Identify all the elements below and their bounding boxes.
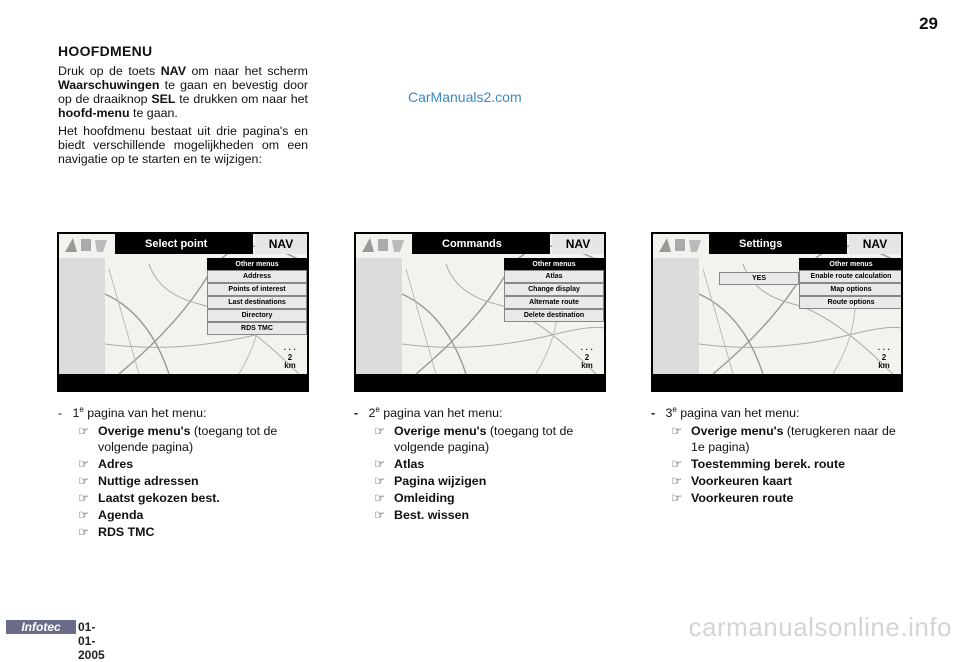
menu-item[interactable]: Atlas [504,270,604,283]
menu-item[interactable]: Last destinations [207,296,307,309]
pointing-hand-icon: ☞ [78,474,90,489]
screen-title: Commands [412,234,550,254]
list-lead: - 3e pagina van het menu: [651,405,800,421]
pointing-hand-icon: ☞ [671,474,683,489]
menu-item[interactable]: Other menus [799,258,901,271]
menu-page-list-1 [58,402,310,541]
menu-item[interactable]: Delete destination [504,309,604,322]
menu-item[interactable]: Directory [207,309,307,322]
pointing-hand-icon: ☞ [374,508,386,523]
list-item: ☞ Voorkeuren route [671,491,794,506]
list-item: ☞ Toestemming berek. route [671,457,845,472]
menu-item[interactable]: Other menus [504,258,604,271]
nav-label: NAV [552,234,604,254]
menu-item[interactable]: Route options [799,296,901,309]
nav-screenshot-3 [651,232,903,392]
pointing-hand-icon: ☞ [671,424,683,439]
map-scale: · · · 2 km [283,345,297,370]
list-item: ☞ Pagina wijzigen [374,474,487,489]
pointing-hand-icon: ☞ [78,457,90,472]
list-lead: - 2e pagina van het menu: [354,405,503,421]
pointing-hand-icon: ☞ [78,424,90,439]
menu-item[interactable]: Change display [504,283,604,296]
watermark: CarManuals2.com [408,89,522,105]
yes-option[interactable]: YES [719,272,799,285]
list-item: ☞ Overige menu's (terugkeren naar de 1e pagina) [671,424,896,455]
list-item: ☞ Laatst gekozen best. [78,491,220,506]
nav-label: NAV [849,234,901,254]
pointing-hand-icon: ☞ [374,491,386,506]
pointing-hand-icon: ☞ [374,457,386,472]
screen-title: Settings [709,234,847,254]
device-logo-icon [360,236,408,254]
list-lead: - 1e pagina van het menu: [58,405,207,421]
pointing-hand-icon: ☞ [78,491,90,506]
menu-item[interactable]: Enable route calculation [799,270,901,283]
screen-title: Select point [115,234,253,254]
intro-paragraph-2: Het hoofdmenu bestaat uit drie pagina's en biedt verschillende mogelijkheden om een navigatie op te starten en te wijzigen: [58,124,308,166]
nav-screenshot-2 [354,232,606,392]
list-item: ☞ Best. wissen [374,508,470,523]
device-logo-icon [657,236,705,254]
map-scale: · · · 2 km [877,345,891,370]
menu-item[interactable]: Other menus [207,258,307,271]
menu-item[interactable]: Map options [799,283,901,296]
menu-page-list-2 [354,402,606,524]
infotec-logo: Infotec [6,620,76,634]
footer-date: 01-01-2005 [78,620,105,662]
list-item: ☞ Overige menu's (toegang tot de volgende pagina) [78,424,278,455]
list-item: ☞ Adres [78,457,134,472]
section-heading: HOOFDMENU [58,43,153,59]
menu-item[interactable]: Alternate route [504,296,604,309]
list-item: ☞ Atlas [374,457,425,472]
device-logo-icon [63,236,111,254]
list-item: ☞ Agenda [78,508,144,523]
list-item: ☞ Overige menu's (toegang tot de volgende pagina) [374,424,574,455]
nav-screenshot-1 [57,232,309,392]
pointing-hand-icon: ☞ [671,491,683,506]
menu-item[interactable]: Points of interest [207,283,307,296]
menu-page-list-3 [651,402,907,507]
pointing-hand-icon: ☞ [671,457,683,472]
intro-text [58,64,308,170]
menu-item[interactable]: RDS TMC [207,322,307,335]
map-scale: · · · 2 km [580,345,594,370]
site-watermark: carmanualsonline.info [688,612,952,642]
list-item: ☞ Nuttige adressen [78,474,199,489]
pointing-hand-icon: ☞ [78,525,90,540]
list-item: ☞ Voorkeuren kaart [671,474,792,489]
pointing-hand-icon: ☞ [78,508,90,523]
list-item: ☞ RDS TMC [78,525,155,540]
list-item: ☞ Omleiding [374,491,455,506]
intro-paragraph-1: Druk op de toets NAV om naar het scherm Waarschuwingen te gaan en bevestig door op de draaiknop SEL te drukken om naar het hoofd-menu te gaan. [58,64,308,120]
pointing-hand-icon: ☞ [374,424,386,439]
pointing-hand-icon: ☞ [374,474,386,489]
menu-item[interactable]: Address [207,270,307,283]
nav-label: NAV [255,234,307,254]
page-number: 29 [919,14,938,33]
